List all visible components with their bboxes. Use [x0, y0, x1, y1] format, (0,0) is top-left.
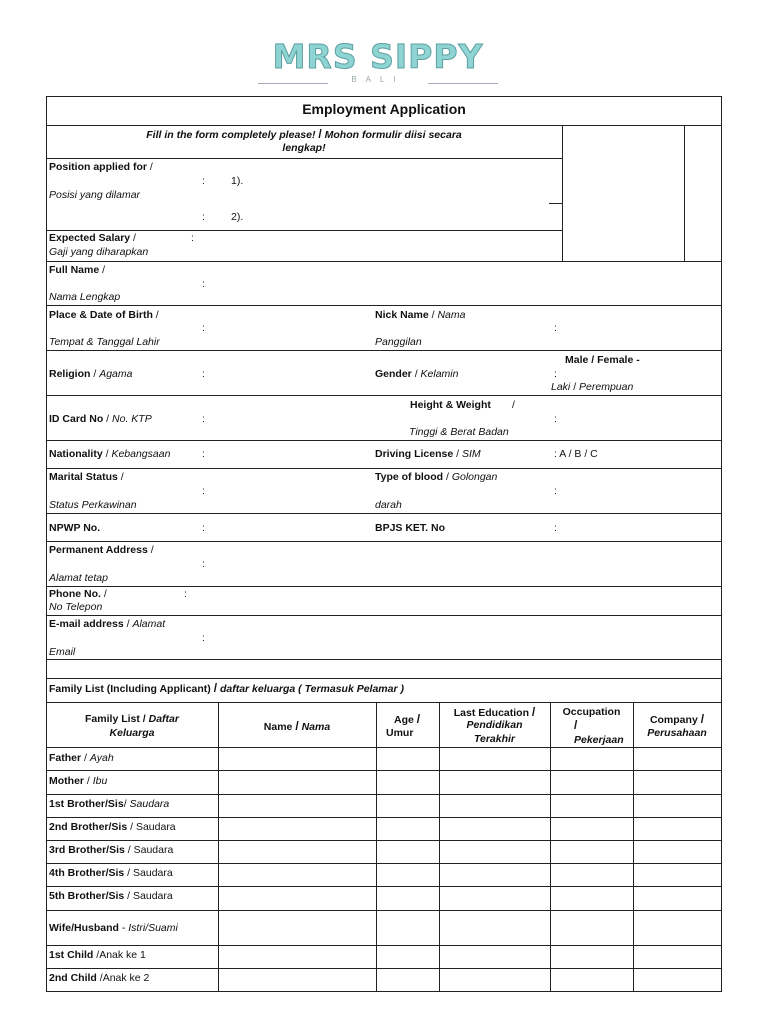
separator: - — [118, 922, 129, 934]
header-age-en: Age — [394, 714, 417, 726]
separator: / — [416, 712, 421, 726]
family-title-en: Family List (Including Applicant) — [49, 683, 214, 695]
family-list-title — [49, 682, 404, 695]
family-row-father — [49, 752, 114, 764]
row-label-en: Wife/Husband — [49, 922, 119, 934]
header-family-list-id2: Keluarga — [109, 727, 155, 739]
hw-colon: : — [554, 413, 557, 425]
company-logo — [250, 37, 506, 85]
form-instruction — [46, 128, 562, 141]
nick-label-id2: Panggilan — [375, 336, 422, 348]
rule — [46, 659, 722, 660]
separator: / — [102, 264, 106, 276]
address-label-en: Permanent Address — [49, 544, 151, 556]
row-label-id: Anak ke 1 — [99, 949, 146, 961]
gender-label-id: Kelamin — [420, 368, 459, 380]
nick-label — [375, 309, 465, 321]
position-option-2[interactable]: 2). — [231, 211, 244, 223]
bpjs-label: BPJS KET. No — [375, 522, 446, 534]
phone-label-en: Phone No. — [49, 588, 104, 600]
row-label-id: Ayah — [89, 752, 114, 764]
header-company-en: Company — [649, 714, 701, 726]
separator: / — [124, 844, 134, 856]
header-family-list-id: Daftar — [148, 713, 179, 725]
position-label-id: Posisi yang dilamar — [49, 189, 141, 201]
nationality-colon: : — [202, 448, 205, 460]
phone-colon: : — [184, 588, 187, 600]
marital-label — [49, 471, 124, 483]
idcard-label-en: ID Card No — [49, 413, 107, 425]
header-company-id: Perusahaan — [647, 727, 707, 739]
separator: / — [142, 713, 146, 725]
rule — [46, 945, 722, 946]
header-name-id: Nama — [301, 721, 331, 733]
separator: / — [318, 127, 322, 141]
separator: / — [124, 867, 134, 879]
driving-options[interactable]: : A / B / C — [554, 448, 598, 460]
header-name — [218, 720, 376, 733]
header-name-en: Name — [263, 721, 296, 733]
email-label-id: Alamat — [132, 618, 166, 630]
rule — [46, 678, 722, 679]
separator: / — [106, 413, 110, 425]
gender-option-female: Female - — [594, 354, 640, 366]
gender-option-male: Male — [565, 354, 592, 366]
separator: / — [123, 798, 130, 810]
rule — [46, 230, 562, 231]
separator: / — [295, 719, 299, 733]
logo-rule-left — [258, 83, 328, 84]
nationality-label — [49, 448, 170, 460]
separator: / — [155, 309, 159, 321]
separator: / — [124, 890, 134, 902]
row-label-en: 3rd Brother/Sis — [49, 844, 125, 856]
row-label-en: Father — [49, 752, 85, 764]
header-education-id1: Pendidikan — [466, 719, 523, 731]
separator: / — [133, 232, 136, 244]
rule — [46, 305, 722, 306]
address-label — [49, 544, 154, 556]
rule — [46, 541, 722, 542]
blood-label-id: Golongan — [451, 471, 498, 483]
rule — [550, 702, 551, 991]
header-family-list — [46, 713, 218, 725]
birth-colon: : — [202, 322, 205, 334]
family-row-sibling-5 — [49, 890, 173, 902]
header-age — [394, 713, 420, 726]
rule — [46, 440, 722, 441]
separator: / — [93, 949, 100, 961]
birth-label — [49, 309, 159, 321]
separator: / — [127, 821, 136, 833]
nick-colon: : — [554, 322, 557, 334]
marital-label-id: Status Perkawinan — [49, 499, 137, 511]
fullname-label — [49, 264, 105, 276]
gender-label-en: Gender — [375, 368, 415, 380]
row-label-id: Saudara — [135, 821, 176, 833]
blood-label-en: Type of blood — [375, 471, 446, 483]
email-colon: : — [202, 632, 205, 644]
rule — [46, 863, 722, 864]
salary-colon: : — [191, 232, 194, 244]
logo-subtitle — [250, 75, 506, 85]
family-row-sibling-2 — [49, 821, 176, 833]
rule — [46, 770, 722, 771]
salary-label-en: Expected Salary — [49, 232, 134, 244]
rule — [633, 702, 634, 991]
separator: / — [105, 448, 109, 460]
rule — [46, 817, 722, 818]
gender-colon: : — [554, 368, 557, 380]
rule — [46, 513, 722, 514]
religion-colon: : — [202, 368, 205, 380]
family-row-sibling-4 — [49, 867, 173, 879]
rule — [684, 125, 685, 261]
separator: / — [103, 588, 107, 600]
email-label — [49, 618, 165, 630]
rule — [46, 886, 722, 887]
family-row-child-2 — [49, 972, 149, 984]
hw-separator: / — [512, 399, 515, 411]
rule — [218, 702, 219, 991]
idcard-colon: : — [202, 413, 205, 425]
rule — [46, 395, 722, 396]
fullname-label-en: Full Name — [49, 264, 103, 276]
rule — [46, 350, 722, 351]
religion-label-en: Religion — [49, 368, 94, 380]
separator: / — [531, 705, 536, 719]
rule — [46, 158, 562, 159]
family-row-spouse — [49, 922, 178, 934]
address-colon: : — [202, 558, 205, 570]
logo-subtitle-text: BALI — [351, 75, 405, 84]
gender-options[interactable] — [565, 354, 640, 366]
row-label-id: Anak ke 2 — [102, 972, 150, 984]
gender-options-id[interactable] — [551, 381, 633, 393]
rule — [46, 125, 722, 126]
salary-label — [49, 232, 136, 244]
row-label-en: Mother — [49, 775, 87, 787]
header-occupation-separator: / — [574, 718, 578, 732]
rule — [46, 840, 722, 841]
separator: / — [86, 775, 93, 787]
hw-label-id: Tinggi & Berat Badan — [409, 426, 509, 438]
religion-label-id: Agama — [99, 368, 133, 380]
rule — [46, 261, 722, 262]
row-label-id: Saudara — [129, 798, 170, 810]
family-row-sibling-1 — [49, 798, 169, 810]
gender-option-laki: Laki — [551, 381, 574, 393]
phone-label-id: No Telepon — [49, 601, 103, 613]
separator: / — [96, 972, 103, 984]
separator: / — [213, 681, 218, 695]
rule — [721, 96, 722, 991]
position-label — [49, 161, 153, 173]
marital-label-en: Marital Status — [49, 471, 121, 483]
rule — [562, 125, 563, 261]
header-company — [633, 713, 721, 726]
row-label-en: 5th Brother/Sis — [49, 890, 125, 902]
nationality-label-id: Kebangsaan — [111, 448, 171, 460]
rule — [46, 910, 722, 911]
position-colon-2: : — [202, 211, 205, 223]
rule — [46, 96, 722, 97]
rule — [46, 468, 722, 469]
separator: / — [149, 161, 153, 173]
separator: / — [120, 471, 124, 483]
header-education-en: Last Education — [453, 707, 532, 719]
row-label-id: Saudara — [133, 867, 173, 879]
npwp-label: NPWP No. — [49, 522, 101, 534]
driving-label-id: SIM — [461, 448, 481, 460]
logo-rule-right — [428, 83, 498, 84]
rule — [46, 586, 722, 587]
family-title-id: daftar keluarga ( Termasuk Pelamar ) — [217, 683, 404, 695]
blood-label — [375, 471, 497, 483]
nationality-label-en: Nationality — [49, 448, 106, 460]
header-occupation-id: Pekerjaan — [574, 734, 624, 746]
gender-label — [375, 368, 458, 380]
birth-label-id: Tempat & Tanggal Lahir — [49, 336, 160, 348]
separator: / — [93, 368, 97, 380]
npwp-colon: : — [202, 522, 205, 534]
separator: / — [573, 381, 577, 393]
row-label-id: Saudara — [133, 890, 173, 902]
fullname-label-id: Nama Lengkap — [49, 291, 121, 303]
hw-label-en: Height & Weight — [410, 399, 491, 411]
email-label-en: E-mail address — [49, 618, 127, 630]
header-education — [439, 706, 550, 719]
driving-label — [375, 448, 481, 460]
blood-colon: : — [554, 485, 557, 497]
rule — [46, 968, 722, 969]
header-age-id: Umur — [386, 727, 414, 739]
separator: / — [700, 712, 705, 726]
row-label-id: Istri/Suami — [128, 922, 178, 934]
instruction-text-en: Fill in the form completely please! — [146, 129, 319, 141]
family-row-mother — [49, 775, 107, 787]
nick-label-id: Nama — [437, 309, 466, 321]
row-label-en: 1st Child — [49, 949, 94, 961]
logo-wordmark: MRS SIPPY — [272, 37, 484, 76]
rule — [46, 747, 722, 748]
driving-label-en: Driving License — [375, 448, 457, 460]
instruction-text-id: Mohon formulir diisi secara — [321, 129, 462, 141]
form-title: Employment Application — [302, 101, 466, 117]
header-family-list-en: Family List — [85, 713, 143, 725]
rule — [46, 615, 722, 616]
blood-label-id2: darah — [375, 499, 402, 511]
separator: / — [126, 618, 130, 630]
separator: / — [591, 354, 595, 366]
fullname-colon: : — [202, 278, 205, 290]
bpjs-colon: : — [554, 522, 557, 534]
row-label-en: 2nd Child — [49, 972, 97, 984]
separator: / — [431, 309, 435, 321]
rule — [46, 702, 722, 703]
rule — [376, 702, 377, 991]
email-label-id2: Email — [49, 646, 76, 658]
header-education-id2: Terakhir — [473, 733, 516, 745]
gender-option-perempuan: Perempuan — [576, 381, 634, 393]
marital-colon: : — [202, 485, 205, 497]
row-label-en: 4th Brother/Sis — [49, 867, 125, 879]
family-row-sibling-3 — [49, 844, 173, 856]
row-label-id: Saudara — [133, 844, 174, 856]
nick-label-en: Nick Name — [375, 309, 432, 321]
family-row-child-1 — [49, 949, 146, 961]
form-instruction-line2: lengkap! — [282, 142, 326, 154]
religion-label — [49, 368, 132, 380]
separator: / — [84, 752, 90, 764]
birth-label-en: Place & Date of Birth — [49, 309, 156, 321]
separator: / — [150, 544, 154, 556]
rule — [549, 203, 562, 204]
rule — [46, 991, 722, 992]
separator: / — [456, 448, 460, 460]
row-label-en: 2nd Brother/Sis — [49, 821, 128, 833]
position-option-1[interactable]: 1). — [231, 175, 244, 187]
idcard-label — [49, 413, 152, 425]
position-label-en: Position applied for — [49, 161, 150, 173]
salary-label-id: Gaji yang diharapkan — [49, 246, 149, 258]
separator: / — [414, 368, 418, 380]
row-label-en: 1st Brother/Sis — [49, 798, 124, 810]
header-occupation-en: Occupation — [562, 706, 621, 718]
phone-label — [49, 588, 107, 600]
rule — [46, 794, 722, 795]
idcard-label-id: No. KTP — [112, 413, 152, 425]
position-colon-1: : — [202, 175, 205, 187]
separator: / — [445, 471, 449, 483]
rule — [439, 702, 440, 991]
row-label-id: Ibu — [92, 775, 108, 787]
address-label-id: Alamat tetap — [49, 572, 108, 584]
